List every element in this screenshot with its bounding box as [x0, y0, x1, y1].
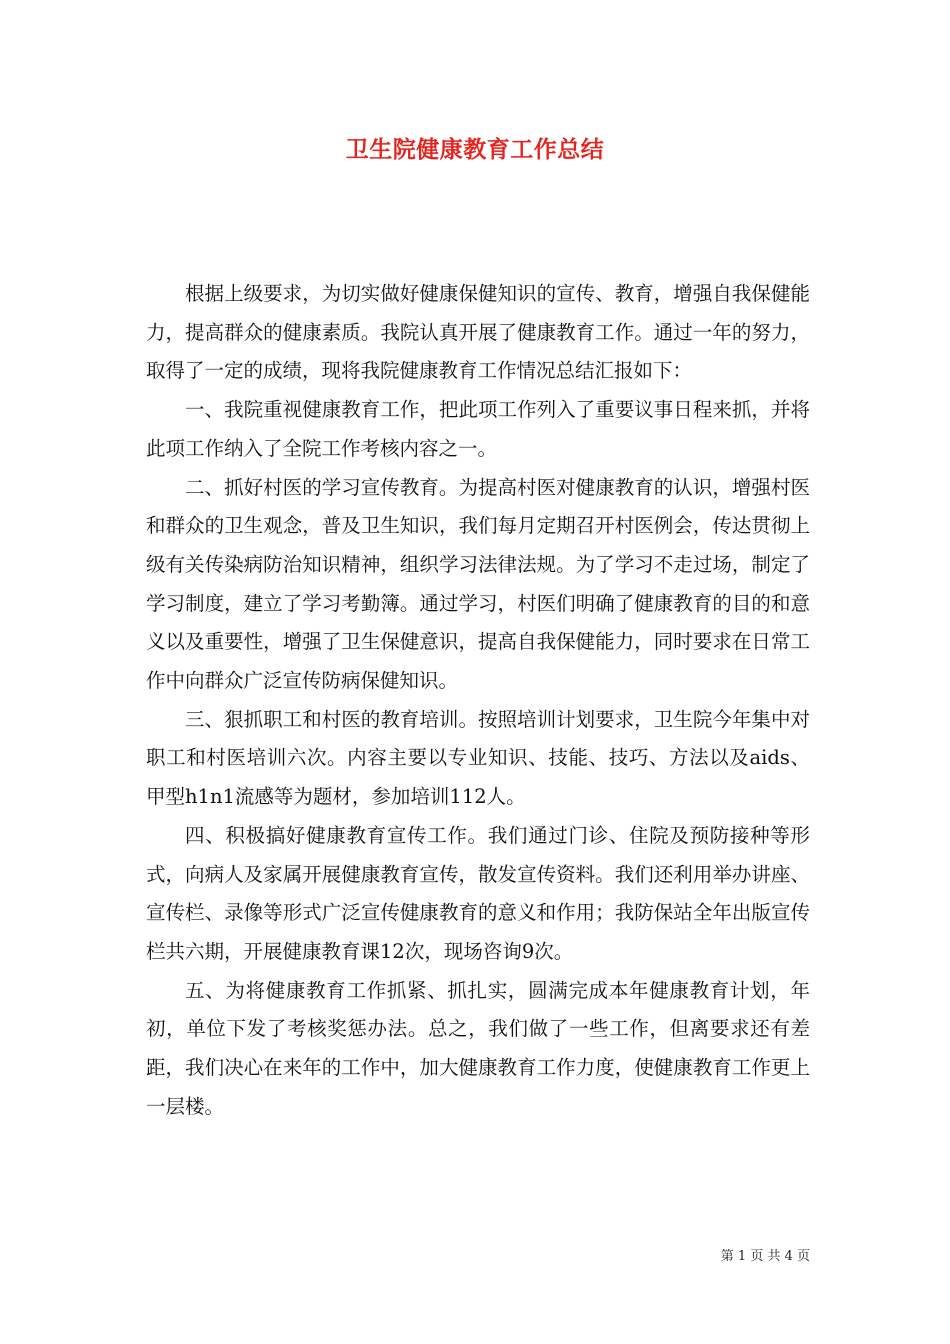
page-number: 第 1 页 共 4 页	[720, 1249, 810, 1264]
paragraph-section-4: 四、积极搞好健康教育宣传工作。我们通过门诊、住院及预防接种等形式，向病人及家属开展健康教育宣传，散发宣传资料。我们还利用举办讲座、宣传栏、录像等形式广泛宣传健康教育的意义和作用；我防保站全年出版宣传栏共六期，开展健康教育课12次，现场咨询9次。	[146, 823, 810, 963]
paragraph-intro: 根据上级要求，为切实做好健康保健知识的宣传、教育，增强自我保健能力，提高群众的健康素质。我院认真开展了健康教育工作。通过一年的努力，取得了一定的成绩，现将我院健康教育工作情况总结汇报如下：	[146, 282, 810, 383]
document-body	[146, 275, 810, 1126]
paragraph-section-1: 一、我院重视健康教育工作，把此项工作列入了重要议事日程来抓，并将此项工作纳入了全院工作考核内容之一。	[146, 398, 810, 460]
paragraph-section-5: 五、为将健康教育工作抓紧、抓扎实，圆满完成本年健康教育计划，年初，单位下发了考核奖惩办法。总之，我们做了一些工作，但离要求还有差距，我们决心在来年的工作中，加大健康教育工作力度，使健康教育工作更上一层楼。	[146, 978, 810, 1118]
paragraph-section-2: 二、抓好村医的学习宣传教育。为提高村医对健康教育的认识，增强村医和群众的卫生观念，普及卫生知识，我们每月定期召开村医例会，传达贯彻上级有关传染病防治知识精神，组织学习法律法规。为了学习不走过场，制定了学习制度，建立了学习考勤簿。通过学习，村医们明确了健康教育的目的和意义以及重要性，增强了卫生保健意识，提高自我保健能力，同时要求在日常工作中向群众广泛宣传防病保健知识。	[146, 475, 810, 693]
paragraph-section-3: 三、狠抓职工和村医的教育培训。按照培训计划要求，卫生院今年集中对职工和村医培训六次。内容主要以专业知识、技能、技巧、方法以及aids、甲型h1n1流感等为题材，参加培训112人。	[146, 707, 810, 809]
document-title: 卫生院健康教育工作总结	[345, 136, 605, 163]
